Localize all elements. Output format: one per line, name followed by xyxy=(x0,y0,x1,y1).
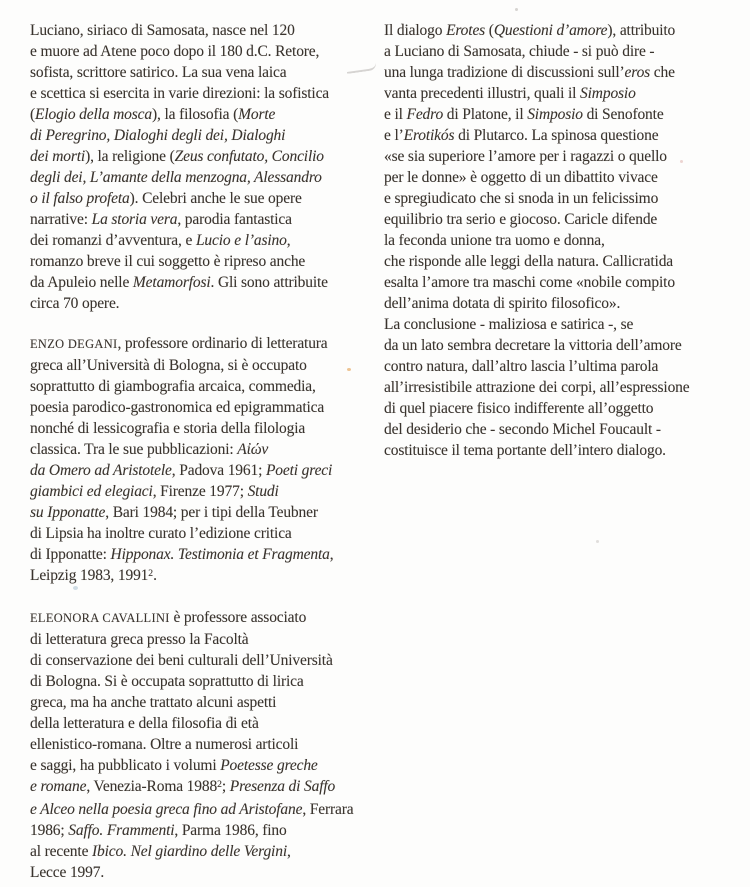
scan-speck xyxy=(73,586,78,590)
text-run: vanta precedenti illustri, quali il xyxy=(384,85,581,102)
text-line xyxy=(30,523,382,544)
text-line xyxy=(384,83,746,104)
text-line xyxy=(30,862,382,883)
text-line xyxy=(30,502,382,523)
text-line xyxy=(384,335,746,356)
author-name: ELEONORA CAVALLINI xyxy=(30,611,170,625)
text-line xyxy=(384,293,746,314)
left-column xyxy=(30,20,382,883)
text-run: , parodia fantastica xyxy=(177,211,292,228)
text-line xyxy=(30,650,382,671)
text-run: di Ipponatte: xyxy=(30,546,111,563)
text-run: e l’ xyxy=(384,127,404,144)
text-line xyxy=(30,734,382,755)
work-title: Metamorfosi xyxy=(132,274,211,291)
text-run: di letteratura greca presso la Facoltà xyxy=(30,631,249,648)
work-title: Lucio e l’asino xyxy=(195,232,287,249)
text-run: La conclusione - maliziosa e satirica -, se xyxy=(384,316,634,333)
text-line xyxy=(30,188,382,209)
text-line xyxy=(30,251,382,272)
work-title: Studi xyxy=(247,483,279,500)
text-line xyxy=(30,481,382,502)
text-run: dei romanzi d’avventura, e xyxy=(30,232,196,249)
text-run: di conservazione dei beni culturali dell’Università xyxy=(30,652,333,669)
text-run: di Plutarco. La spinosa questione xyxy=(454,127,659,144)
text-run: contro natura, dall’altro lascia l’ultima parola xyxy=(384,358,659,375)
work-title: dei morti xyxy=(30,148,86,165)
work-title: Simposio xyxy=(580,85,636,102)
text-run: costituisce il tema portante dell’intero dialogo. xyxy=(384,442,666,459)
text-run: la feconda unione tra uomo e donna, xyxy=(384,232,605,249)
work-title: La storia vera xyxy=(91,211,178,228)
text-line xyxy=(30,460,382,481)
text-line xyxy=(384,272,746,293)
scan-speck xyxy=(347,368,351,371)
text-run: che risponde alle leggi della natura. Callicratida xyxy=(384,253,674,270)
text-line xyxy=(384,104,746,125)
work-title: giambici ed elegiaci xyxy=(30,483,153,500)
text-line xyxy=(384,314,746,335)
text-run: classica. Tra le sue pubblicazioni: xyxy=(30,441,238,458)
text-run: ; xyxy=(221,778,230,795)
text-run: , Firenze 1977; xyxy=(152,483,248,500)
text-run: greca, ma ha anche trattato alcuni aspetti xyxy=(30,694,277,711)
text-run: narrative: xyxy=(30,211,92,228)
text-run: di Bologna. Si è occupata soprattutto di lirica xyxy=(30,673,304,690)
text-run: di Senofonte xyxy=(582,106,664,123)
text-run: equilibrio tra serio e giocoso. Caricle difende xyxy=(384,211,658,228)
text-line xyxy=(384,209,746,230)
text-run: che xyxy=(650,64,675,81)
text-run: , Parma 1986, fino xyxy=(174,822,287,839)
text-run: Luciano, siriaco di Samosata, nasce nel 120 xyxy=(30,22,295,39)
work-title: o il falso profeta xyxy=(30,190,130,207)
text-run: della letteratura e della filosofia di età xyxy=(30,715,259,732)
text-run: , Bari 1984; per i tipi della Teubner xyxy=(105,504,318,521)
work-title: Erotes xyxy=(446,22,486,39)
text-run: e il xyxy=(384,106,407,123)
text-run: ( xyxy=(30,106,36,123)
work-title: da Omero ad Aristotele xyxy=(30,462,172,479)
text-line xyxy=(30,671,382,692)
text-run: greca all’Università di Bologna, si è occupato xyxy=(30,357,307,374)
text-line xyxy=(384,230,746,251)
work-title: su Ipponatte xyxy=(30,504,106,521)
text-run: 1986; xyxy=(30,822,69,839)
text-run: «se sia superiore l’amore per i ragazzi o quello xyxy=(384,148,667,165)
text-line xyxy=(30,565,382,588)
text-line xyxy=(30,104,382,125)
text-run: soprattutto di giambografia arcaica, commedia, xyxy=(30,378,316,395)
edition-superscript: 2 xyxy=(217,778,222,790)
text-line xyxy=(384,356,746,377)
text-line xyxy=(384,167,746,188)
text-run: romanzo breve il cui soggetto è ripreso anche xyxy=(30,253,306,270)
text-run: circa 70 opere. xyxy=(30,295,120,312)
work-title: Hipponax. Testimonia et Fragmenta xyxy=(110,546,330,563)
text-run: Leipzig 1983, 1991 xyxy=(30,567,149,584)
text-run: , Padova 1961; xyxy=(171,462,266,479)
work-title: e Alceo nella poesia greca fino ad Aristofane xyxy=(30,801,303,818)
scan-speck xyxy=(228,716,231,719)
work-title: e romane xyxy=(30,778,87,795)
text-line xyxy=(30,439,382,460)
text-run: , professore ordinario di letteratura xyxy=(117,335,328,352)
text-run: da Apuleio nelle xyxy=(30,274,133,291)
text-run: e spregiudicato che si snoda in un felicissimo xyxy=(384,190,659,207)
text-line xyxy=(30,376,382,397)
text-run: è professore associato xyxy=(169,609,307,626)
text-run: sofista, scrittore satirico. La sua vena laica xyxy=(30,64,287,81)
text-run: ). Celebri anche le sue opere xyxy=(129,190,302,207)
text-line xyxy=(384,251,746,272)
work-title: eros xyxy=(624,64,651,81)
text-run: ( xyxy=(485,22,494,39)
text-line xyxy=(30,272,382,293)
work-title: Simposio xyxy=(527,106,583,123)
scan-speck xyxy=(680,160,683,163)
text-line xyxy=(384,20,746,41)
erotes-dialog-paragraph xyxy=(384,20,746,461)
text-run: ), attribuito xyxy=(607,22,676,39)
text-line xyxy=(30,167,382,188)
text-line xyxy=(30,544,382,565)
work-title: Saffo. Frammenti xyxy=(68,822,175,839)
text-run: , xyxy=(286,232,291,249)
text-run: ), la religione ( xyxy=(85,148,175,165)
text-line xyxy=(30,230,382,251)
text-line xyxy=(30,146,382,167)
text-line xyxy=(30,397,382,418)
text-line xyxy=(30,713,382,734)
text-line xyxy=(30,209,382,230)
text-line xyxy=(30,799,382,820)
text-line xyxy=(30,293,382,314)
text-line xyxy=(30,820,382,841)
text-line xyxy=(30,20,382,41)
text-line xyxy=(30,333,382,355)
work-title: degli dei, L’amante della menzogna, Alessandro xyxy=(30,169,322,186)
text-run: e saggi, ha pubblicato i volumi xyxy=(30,757,221,774)
edition-superscript: 2 xyxy=(148,567,154,579)
work-title: Questioni d’amore xyxy=(493,22,608,39)
text-line xyxy=(30,41,382,62)
luciano-bio-paragraph xyxy=(30,20,382,314)
text-run: del desiderio che - secondo Michel Foucault - xyxy=(384,421,661,438)
text-run: e scettica si esercita in varie direzioni: la sofistica xyxy=(30,85,330,102)
text-line xyxy=(30,755,382,776)
text-line xyxy=(384,125,746,146)
text-run: al recente xyxy=(30,843,93,860)
author-name: ENZO DEGANI xyxy=(30,337,118,351)
text-line xyxy=(384,41,746,62)
text-line xyxy=(30,841,382,862)
text-run: . Gli sono attribuite xyxy=(210,274,328,291)
text-line xyxy=(384,188,746,209)
text-line xyxy=(384,62,746,83)
enzo-degani-bio-paragraph xyxy=(30,333,382,588)
text-run: poesia parodico-gastronomica ed epigrammatica xyxy=(30,399,325,416)
text-run: dell’anima dotata di spirito filosofico». xyxy=(384,295,621,312)
text-line xyxy=(30,692,382,713)
work-title: Presenza di Saffo xyxy=(229,778,336,795)
text-run: all’irresistibile attrazione dei corpi, all’espressione xyxy=(384,379,690,396)
text-run: ellenistico-romana. Oltre a numerosi articoli xyxy=(30,736,299,753)
work-title: Αἰών xyxy=(237,441,269,458)
scan-speck xyxy=(515,8,518,11)
text-run: . xyxy=(153,567,157,584)
text-run: per le donne» è oggetto di un dibattito vivace xyxy=(384,169,658,186)
work-title: Zeus confutato, Concilio xyxy=(174,148,324,165)
work-title: di Peregrino, Dialoghi degli dei, Dialoghi xyxy=(30,127,286,144)
right-column xyxy=(384,20,746,461)
text-line xyxy=(384,398,746,419)
text-line xyxy=(30,607,382,629)
text-run: ), la filosofia ( xyxy=(152,106,239,123)
text-run: , Venezia-Roma 1988 xyxy=(86,778,218,795)
text-run: nonché di lessicografia e storia della filologia xyxy=(30,420,306,437)
text-line xyxy=(384,419,746,440)
text-line xyxy=(30,418,382,439)
text-line xyxy=(30,776,382,799)
work-title: Fedro xyxy=(406,106,444,123)
text-line xyxy=(30,355,382,376)
text-run: di Lipsia ha inoltre curato l’edizione critica xyxy=(30,525,292,542)
text-run: di quel piacere fisico indifferente all’oggetto xyxy=(384,400,654,417)
text-line xyxy=(30,62,382,83)
text-run: , Ferrara xyxy=(302,801,354,818)
text-run: a Luciano di Samosata, chiude - si può dire - xyxy=(384,43,655,60)
work-title: Poeti greci xyxy=(265,462,333,479)
text-run: Lecce 1997. xyxy=(30,864,105,881)
work-title: Erotikós xyxy=(403,127,455,144)
work-title: Poetesse greche xyxy=(220,757,318,774)
work-title: Ibico. Nel giardino delle Vergini xyxy=(92,843,287,860)
text-line xyxy=(384,440,746,461)
text-line xyxy=(384,146,746,167)
text-line xyxy=(384,377,746,398)
text-line xyxy=(30,83,382,104)
text-run: una lunga tradizione di discussioni sull’ xyxy=(384,64,625,81)
text-run: esalta l’amore tra maschi come «nobile compito xyxy=(384,274,675,291)
eleonora-cavallini-bio-paragraph xyxy=(30,607,382,883)
work-title: Elogio della mosca xyxy=(35,106,152,123)
text-run: di Platone, il xyxy=(443,106,528,123)
text-run: , xyxy=(329,546,334,563)
text-line xyxy=(30,125,382,146)
text-run: , xyxy=(286,843,291,860)
text-line xyxy=(30,629,382,650)
text-run: Il dialogo xyxy=(384,22,447,39)
text-run: da un lato sembra decretare la vittoria dell’amore xyxy=(384,337,682,354)
work-title: Morte xyxy=(238,106,276,123)
scan-speck xyxy=(596,540,599,543)
text-run: e muore ad Atene poco dopo il 180 d.C. Retore, xyxy=(30,43,320,60)
